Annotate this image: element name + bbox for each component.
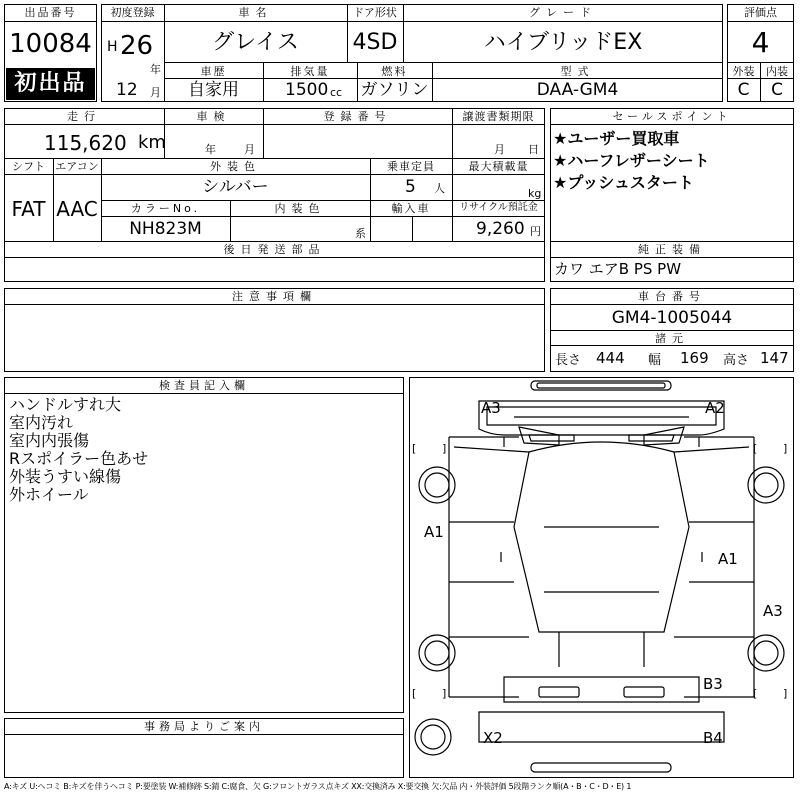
exterior-label: 外装 — [732, 65, 755, 78]
sales-point-1: ★ユーザー買取車 — [553, 129, 680, 148]
later-parts-label: 後日発送部品 — [223, 243, 326, 256]
model-label: 型式 — [560, 65, 595, 78]
ext-color: シルバー — [202, 177, 269, 197]
first-listing-badge: 初出品 — [6, 68, 95, 100]
bracket-right-rear-close: ] — [783, 687, 788, 700]
history-label: 車歴 — [200, 65, 227, 78]
grade-label: グレード — [529, 6, 597, 19]
model-code: DAA-GM4 — [536, 80, 619, 100]
capacity-label: 乗車定員 — [387, 160, 435, 173]
exterior-grade: C — [737, 80, 750, 100]
car-name-label: 車名 — [238, 6, 273, 19]
mileage-label: 走行 — [67, 110, 101, 123]
interior-label: 内装 — [766, 65, 788, 78]
first-reg-year: 26 — [120, 31, 154, 61]
length: 444 — [596, 349, 625, 367]
fuel: ガソリン — [360, 80, 429, 100]
mileage: 115,620 — [44, 131, 127, 155]
max-load-label: 最大積載量 — [468, 160, 529, 173]
inspector-note-1: ハンドルすれ大 — [9, 395, 122, 414]
ext-color-label: 外装色 — [210, 160, 261, 173]
recycle-fee: 9,260 — [476, 219, 525, 239]
family-unit: 系 — [355, 227, 366, 240]
recycle-label: リサイクル預託金 — [459, 202, 538, 213]
import-label: 輸入車 — [391, 202, 431, 215]
kg-unit: kg — [528, 187, 542, 200]
inspection-label: 車検 — [196, 110, 231, 123]
sales-point-3: ★プッシュスタート — [553, 173, 694, 192]
damage-mark-a1-right: A1 — [718, 550, 738, 568]
displacement: 1500 — [285, 80, 329, 100]
color-no-label: カラーNo. — [130, 202, 201, 215]
sales-points-label: セールスポイント — [612, 110, 732, 123]
inspector-note-3: 室内内張傷 — [9, 431, 90, 450]
chassis-no-label: 車台番号 — [638, 290, 706, 303]
bracket-right-rear: [ — [753, 687, 758, 700]
interior-grade: C — [771, 80, 783, 100]
sales-point-2: ★ハーフレザーシート — [553, 151, 710, 170]
aircon: AAC — [56, 197, 98, 221]
transfer-day-char: 日 — [528, 143, 539, 156]
bracket-left-rear-close: ] — [442, 687, 447, 700]
capacity: 5 — [405, 177, 416, 197]
bracket-left-front: [ — [412, 442, 417, 455]
inspector-note-5: 外装うすい線傷 — [9, 467, 122, 486]
inspector-note-2: 室内汚れ — [9, 413, 74, 432]
inspector-label: 検査員記入欄 — [159, 379, 249, 392]
bracket-left-rear: [ — [412, 687, 417, 700]
width-label: 幅 — [648, 353, 662, 368]
first-reg-label: 初度登録 — [110, 6, 155, 19]
cc-unit: cc — [330, 86, 343, 99]
genuine-equipment-label: 純正装備 — [638, 243, 706, 256]
inspection-year-unit: 年 — [205, 143, 216, 156]
height-label: 高さ — [723, 353, 750, 368]
score-label: 評価点 — [744, 6, 777, 19]
transfer-deadline-label: 譲渡書類期限 — [462, 110, 535, 123]
damage-mark-a3-right: A3 — [763, 602, 783, 620]
fuel-label: 燃料 — [381, 65, 408, 78]
damage-mark-b3-rear-right: B3 — [703, 675, 723, 693]
legend: A:キズ U:ヘコミ B:キズを伴うヘコミ P:要塗装 W:補修跡 S:錆 C:腐食、欠 G:フロントガラス点キズ XX:交換済み X:要交換 欠:欠品 内・外装評価 5段階ランク順(A・B・C・D・E) 1 — [4, 782, 632, 791]
office-label: 事務局よりご案内 — [144, 720, 264, 733]
year-era: H — [107, 39, 118, 55]
damage-mark-a3-front-left: A3 — [481, 399, 501, 417]
width: 169 — [680, 349, 709, 367]
damage-mark-x2-rear-left: X2 — [483, 729, 503, 747]
height: 147 — [760, 349, 789, 367]
persons-unit: 人 — [434, 182, 445, 195]
car-name: グレイス — [212, 30, 299, 55]
damage-mark-a1-left: A1 — [424, 523, 444, 541]
bracket-right-front: [ — [753, 442, 758, 455]
color-no: NH823M — [129, 219, 202, 239]
inspection-month-unit: 月 — [244, 143, 255, 156]
length-label: 長さ — [555, 353, 582, 368]
year-unit: 年 — [150, 63, 161, 76]
lot-number-label: 出品番号 — [24, 6, 77, 19]
notes-label: 注意事項欄 — [232, 290, 317, 303]
shift: FAT — [11, 197, 46, 221]
km-unit: km — [138, 132, 166, 153]
door-type: 4SD — [352, 30, 398, 55]
inspector-note-4: Rスポイラー色あせ — [9, 449, 149, 468]
history: 自家用 — [188, 80, 239, 100]
inspector-note-6: 外ホイール — [9, 485, 89, 504]
first-reg-month: 12 — [116, 80, 138, 100]
shift-label: シフト — [12, 160, 45, 173]
grade: ハイブリッドEX — [483, 30, 643, 55]
damage-mark-a2-front-right: A2 — [705, 399, 725, 417]
int-color-label: 内装色 — [274, 202, 326, 215]
car-diagram — [409, 377, 794, 778]
month-unit: 月 — [150, 86, 161, 99]
bracket-left-front-close: ] — [442, 442, 447, 455]
score: 4 — [751, 26, 770, 59]
yen-unit: 円 — [530, 225, 541, 238]
chassis-no: GM4-1005044 — [611, 308, 733, 328]
plate-label: 登録番号 — [323, 110, 392, 123]
transfer-month-unit: 月 — [494, 143, 505, 156]
dimensions-label: 諸元 — [655, 332, 689, 345]
lot-number: 10084 — [9, 29, 92, 59]
aircon-label: エアコン — [55, 160, 99, 173]
door-label: ドア形状 — [353, 6, 397, 19]
genuine-equipment: カワ エアB PS PW — [554, 260, 682, 278]
displacement-label: 排気量 — [290, 65, 330, 78]
damage-mark-b4-rear-right: B4 — [703, 729, 723, 747]
bracket-right-front-close: ] — [783, 442, 788, 455]
